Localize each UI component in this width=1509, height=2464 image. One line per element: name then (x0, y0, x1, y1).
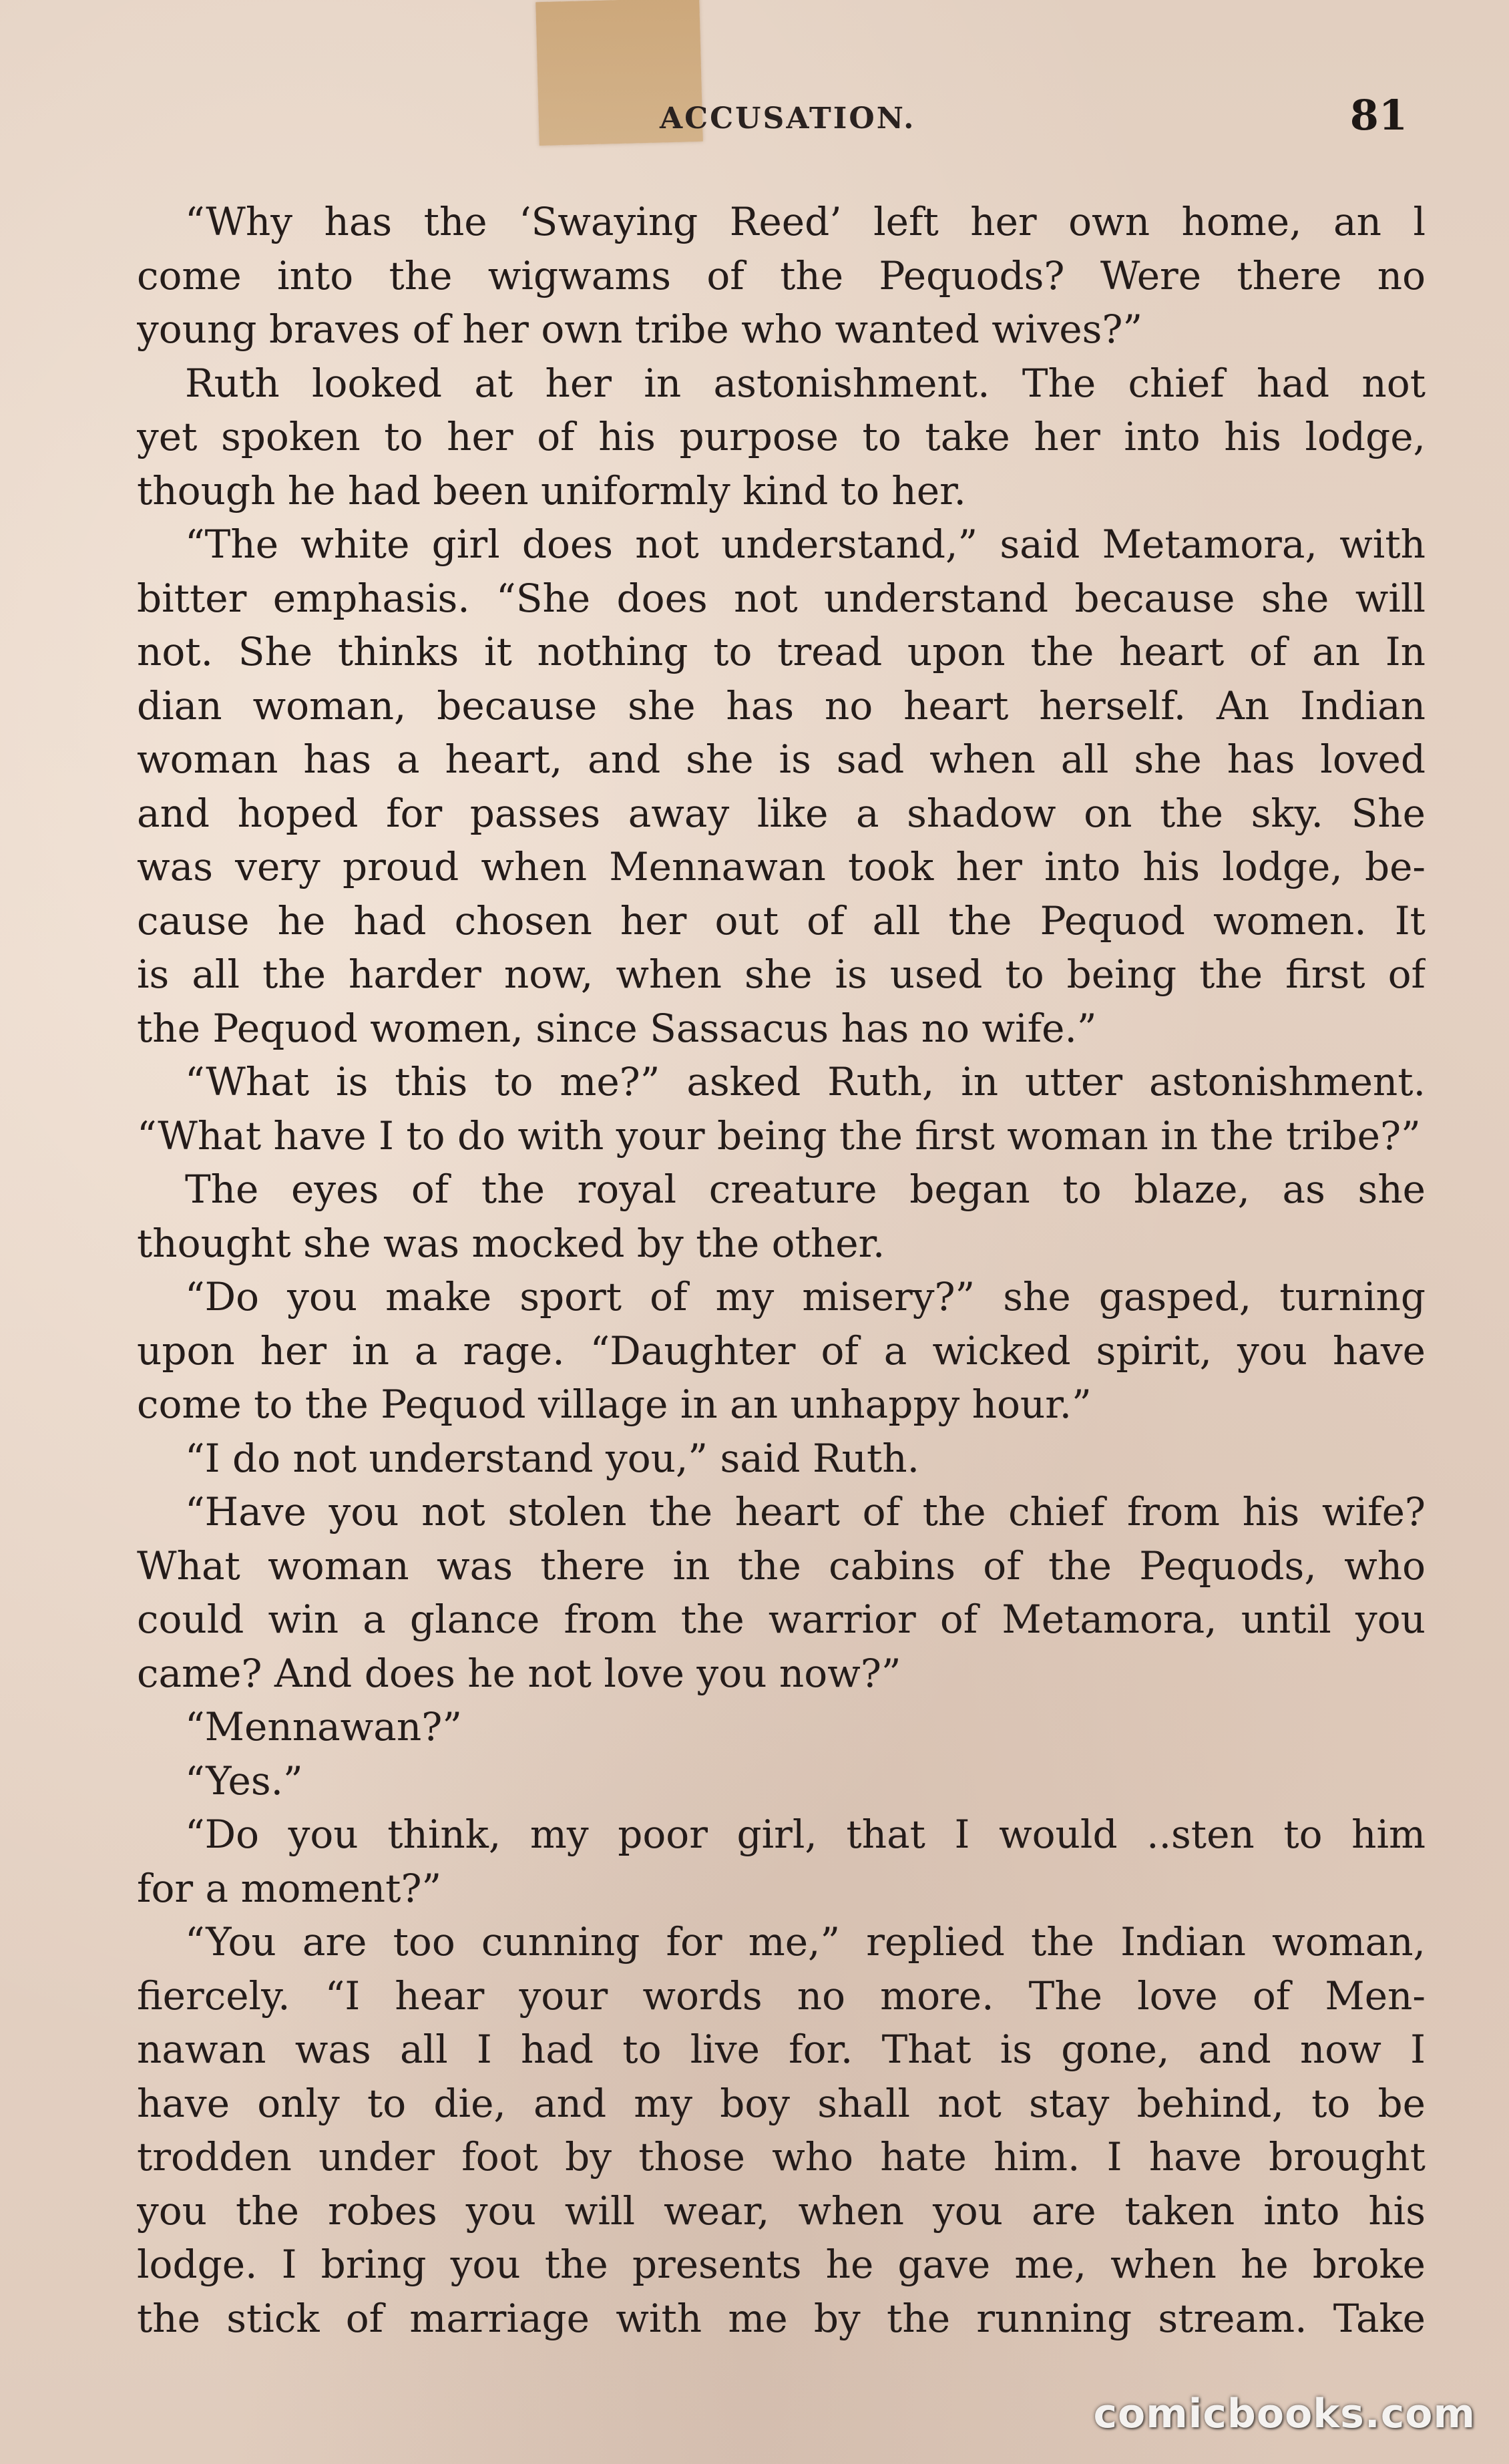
text-line: is all the harder now, when she is used to being the first of (137, 952, 1426, 997)
text-line: What woman was there in the cabins of the Pequods, who (137, 1543, 1426, 1589)
text-line: upon her in a rage. “Daughter of a wicked spirit, you have (137, 1327, 1426, 1374)
text-line: “Have you not stolen the heart of the chief from his wife? (185, 1489, 1426, 1534)
text-line: trodden under foot by those who hate him. I have brought (137, 2134, 1426, 2180)
text-line: woman has a heart, and she is sad when all she has loved (137, 737, 1426, 782)
text-line: thought she was mocked by the other. (137, 1220, 885, 1266)
text-line: The eyes of the royal creature began to blaze, as she (185, 1167, 1426, 1212)
text-line: the stick of marriage with me by the running stream. Take (137, 2295, 1426, 2341)
text-line: “Why has the ‘Swaying Reed’ left her own home, an l (185, 199, 1426, 244)
text-line: came? And does he not love you now?” (137, 1650, 901, 1696)
text-line: “What have I to do with your being the first woman in the tribe?” (137, 1112, 1421, 1159)
text-line: the Pequod women, since Sassacus has no wife.” (137, 1005, 1097, 1051)
text-line: nawan was all I had to live for. That is gone, and now I (137, 2027, 1426, 2072)
text-line: fiercely. “I hear your words no more. The love of Men- (137, 1973, 1426, 2019)
text-line: yet spoken to her of his purpose to take her into his lodge, (137, 414, 1426, 459)
text-line: bitter emphasis. “She does not understand because she will (137, 575, 1426, 621)
text-line: not. She thinks it nothing to tread upon the heart of an In (137, 629, 1426, 674)
page-header (139, 88, 1421, 148)
text-line: cause he had chosen her out of all the Pequod women. It (137, 897, 1426, 944)
text-line: was very proud when Mennawan took her into his lodge, be- (137, 844, 1426, 889)
body-text (137, 195, 1426, 2372)
text-line: have only to die, and my boy shall not stay behind, to be (137, 2080, 1426, 2126)
text-line: could win a glance from the warrior of Metamora, until you (137, 1597, 1426, 1642)
text-line: Ruth looked at her in astonishment. The chief had not (185, 360, 1426, 406)
text-line: “The white girl does not understand,” said Metamora, with (185, 522, 1426, 567)
text-line: for a moment?” (137, 1865, 442, 1911)
text-line: dian woman, because she has no heart herself. An Indian (137, 682, 1426, 729)
page-number: 81 (1349, 91, 1408, 140)
watermark: comicbooks.com (1093, 2391, 1476, 2437)
text-line: “Mennawan?” (185, 1704, 462, 1750)
text-line: you the robes you will wear, when you are taken into his (137, 2188, 1426, 2234)
text-line: “Do you make sport of my misery?” she gasped, turning (185, 1274, 1426, 1319)
text-line: “What is this to me?” asked Ruth, in utter astonishment. (185, 1059, 1426, 1104)
text-line: though he had been uniformly kind to her. (137, 467, 966, 514)
text-line: “I do not understand you,” said Ruth. (185, 1435, 920, 1481)
text-line: and hoped for passes away like a shadow on the sky. She (137, 790, 1426, 836)
text-line: “Do you think, my poor girl, that I would ..sten to him (185, 1812, 1426, 1857)
text-line: come to the Pequod village in an unhappy hour.” (137, 1382, 1092, 1427)
running-head: ACCUSATION. (660, 101, 916, 136)
text-line: lodge. I bring you the presents he gave me, when he broke (137, 2242, 1426, 2287)
text-line: “Yes.” (185, 1758, 303, 1804)
text-line: “You are too cunning for me,” replied the Indian woman, (185, 1919, 1426, 1965)
text-line: young braves of her own tribe who wanted wives?” (137, 306, 1143, 352)
text-line: come into the wigwams of the Pequods? Were there no (137, 252, 1426, 298)
